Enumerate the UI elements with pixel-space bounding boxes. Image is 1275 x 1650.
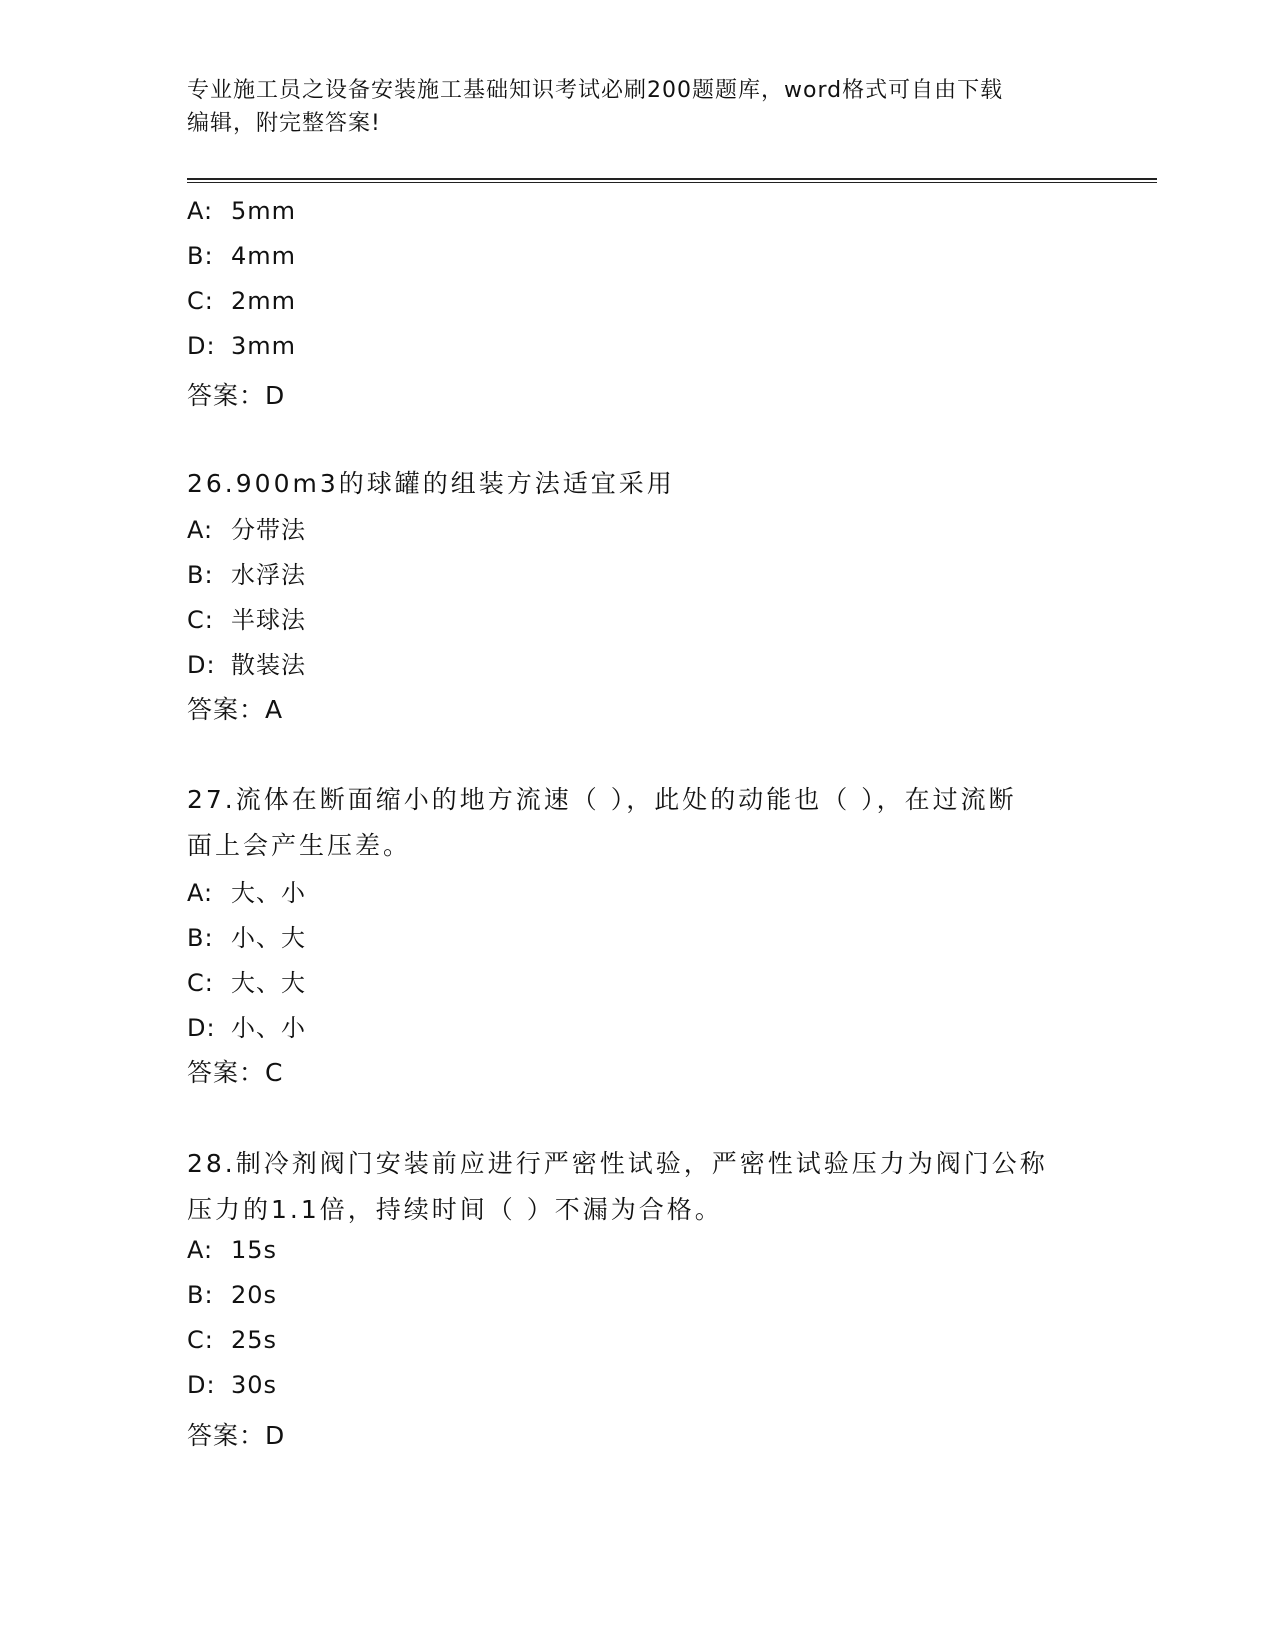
q27-question-line-2: 面上会产生压差。	[187, 831, 412, 860]
option-text: 小、小	[231, 1014, 306, 1042]
option-text: 15s	[231, 1236, 278, 1264]
q26-answer: 答案：A	[187, 695, 284, 724]
option-key: B:	[187, 561, 214, 589]
option-text: 大、小	[231, 879, 306, 907]
q28-option-b	[187, 1281, 277, 1309]
q25-option-b	[187, 242, 296, 270]
q26-option-a	[187, 510, 306, 545]
q26-option-b	[187, 555, 306, 590]
option-key: D:	[187, 1371, 216, 1399]
option-key: C:	[187, 287, 214, 315]
q26-option-c	[187, 600, 306, 635]
q25-option-d	[187, 332, 296, 360]
q27-option-c	[187, 963, 306, 998]
q27-question-line-1: 27.流体在断面缩小的地方流速（ ），此处的动能也（ ），在过流断	[187, 785, 1017, 814]
option-key: A:	[187, 879, 214, 907]
header-divider	[187, 178, 1157, 183]
document-header	[187, 74, 1067, 140]
option-text: 30s	[231, 1371, 278, 1399]
q27-answer: 答案：C	[187, 1058, 284, 1087]
q28-option-d	[187, 1371, 277, 1399]
q26-question: 26.900m3的球罐的组装方法适宜采用	[187, 469, 675, 498]
option-key: C:	[187, 606, 214, 634]
q28-answer: 答案：D	[187, 1421, 286, 1450]
option-text: 分带法	[231, 516, 306, 544]
option-key: A:	[187, 516, 214, 544]
option-key: D:	[187, 1014, 216, 1042]
q28-option-c	[187, 1326, 277, 1354]
q25-option-c	[187, 287, 296, 315]
q27-option-d	[187, 1008, 306, 1043]
option-key: C:	[187, 969, 214, 997]
option-key: D:	[187, 332, 216, 360]
option-text: 4mm	[231, 242, 297, 270]
option-key: C:	[187, 1326, 214, 1354]
option-key: A:	[187, 197, 214, 225]
q28-question-line-2: 压力的1.1倍，持续时间（ ）不漏为合格。	[187, 1195, 723, 1224]
option-text: 2mm	[231, 287, 297, 315]
option-key: B:	[187, 924, 214, 952]
option-text: 大、大	[231, 969, 306, 997]
q25-option-a	[187, 197, 296, 225]
q28-question-line-1: 28.制冷剂阀门安装前应进行严密性试验，严密性试验压力为阀门公称	[187, 1149, 1048, 1178]
option-text: 散装法	[231, 651, 306, 679]
option-text: 25s	[231, 1326, 278, 1354]
option-text: 3mm	[231, 332, 297, 360]
header-line-2: 编辑，附完整答案!	[187, 111, 381, 136]
q25-answer: 答案：D	[187, 381, 286, 410]
option-text: 半球法	[231, 606, 306, 634]
option-key: A:	[187, 1236, 214, 1264]
q27-option-b	[187, 918, 306, 953]
header-line-1: 专业施工员之设备安装施工基础知识考试必刷200题题库，word格式可自由下载	[187, 78, 1004, 103]
option-text: 小、大	[231, 924, 306, 952]
q26-option-d	[187, 645, 306, 680]
option-key: B:	[187, 1281, 214, 1309]
q27-option-a	[187, 873, 306, 908]
option-key: D:	[187, 651, 216, 679]
option-text: 5mm	[231, 197, 297, 225]
option-text: 水浮法	[231, 561, 306, 589]
option-key: B:	[187, 242, 214, 270]
q28-option-a	[187, 1236, 277, 1264]
option-text: 20s	[231, 1281, 278, 1309]
